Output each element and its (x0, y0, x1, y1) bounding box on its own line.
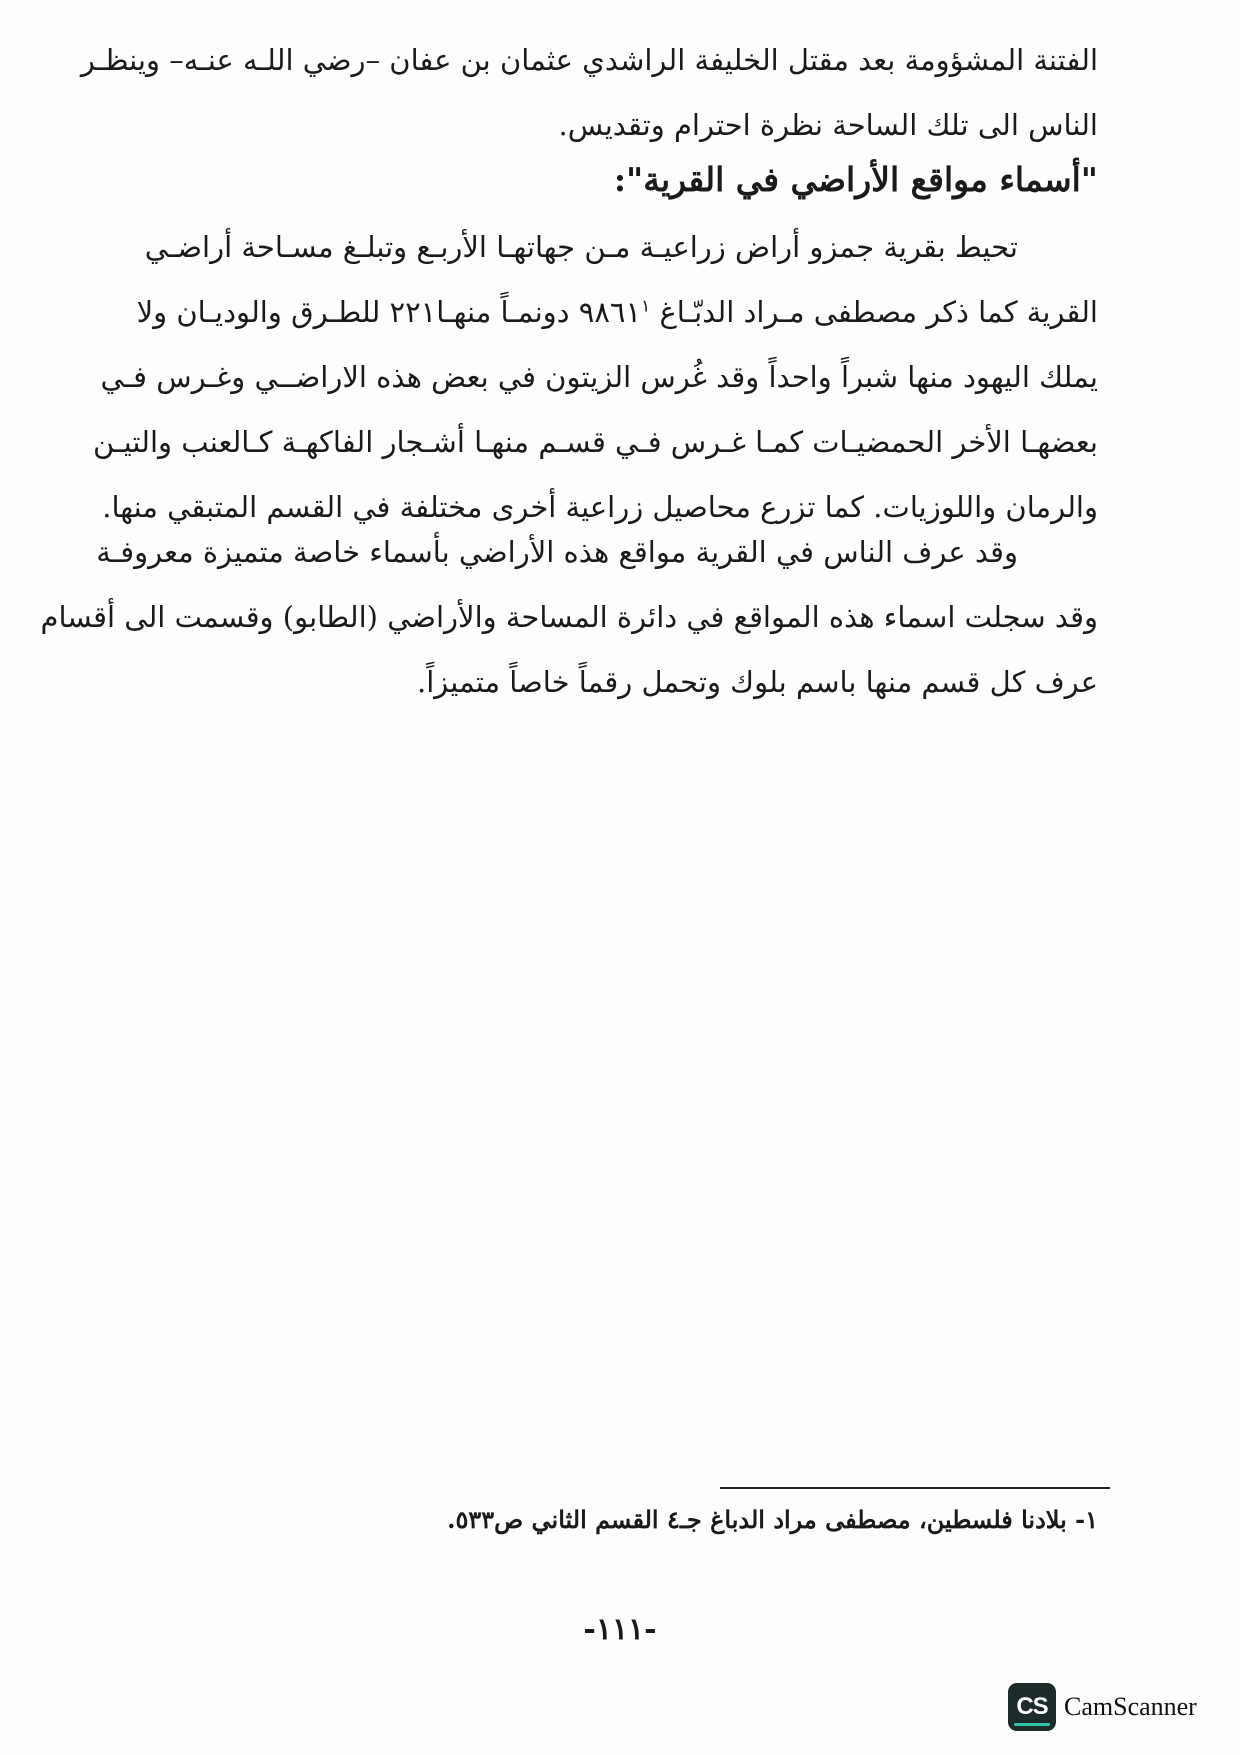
footnote-reference: ١ (641, 296, 651, 317)
footnote: ١- بلادنا فلسطين، مصطفى مراد الدباغ جـ٤ القسم الثاني ص٥٣٣. (447, 1505, 1098, 1534)
section-heading: "أسماء مواقع الأراضي في القرية": (613, 160, 1098, 199)
paragraph1-line-3: يملك اليهود منها شبراً واحداً وقد غُرس الزيتون في بعض هذه الاراضــي وغـرس فـي (100, 360, 1098, 394)
paragraph-land-names (40, 520, 1098, 715)
paragraph1-line-2-end: دونمـاً منهـا٢٢١ للطـرق والوديـان ولا (136, 295, 579, 329)
footnote-divider (720, 1487, 1110, 1489)
camscanner-brand-text: CamScanner (1064, 1692, 1197, 1721)
camscanner-watermark (1008, 1680, 1228, 1734)
paragraph2-line-3: عرف كل قسم منها باسم بلوك وتحمل رقماً خاصاً متميزاً. (417, 665, 1098, 699)
paragraph1-line-1: تحيط بقرية جمزو أراض زراعيـة مـن جهاتهـا الأربـع وتبلـغ مسـاحة أراضـي (144, 230, 1018, 264)
paragraph1-line-4: بعضهـا الأخر الحمضيـات كمـا غـرس فـي قسـم منهـا أشـجار الفاكهـة كـالعنب والتيـن (93, 425, 1098, 459)
intro-paragraph (80, 28, 1098, 158)
paragraph2-line-2: وقد سجلت اسماء هذه المواقع في دائرة المساحة والأراضي (الطابو) وقسمت الى أقسام (40, 600, 1098, 634)
paragraph-land-area (93, 215, 1098, 540)
intro-line-1: الفتنة المشؤومة بعد مقتل الخليفة الراشدي عثمان بن عفان –رضي اللـه عنـه– وينظـر (80, 43, 1098, 77)
intro-line-2: الناس الى تلك الساحة نظرة احترام وتقديس. (558, 108, 1098, 142)
paragraph1-line-2-start: القرية كما ذكر مصطفى مـراد الدبّـاغ ٩٨٦١ (578, 295, 1098, 329)
paragraph2-line-1: وقد عرف الناس في القرية مواقع هذه الأراضي بأسماء خاصة متميزة معروفـة (96, 535, 1018, 569)
page-number: -١١١- (583, 1612, 657, 1647)
camscanner-logo-icon: CS (1008, 1683, 1056, 1731)
paragraph1-line-5: والرمان واللوزيات. كما تزرع محاصيل زراعية أخرى مختلفة في القسم المتبقي منها. (102, 490, 1098, 524)
paragraph1-line-2 (123, 280, 1098, 345)
